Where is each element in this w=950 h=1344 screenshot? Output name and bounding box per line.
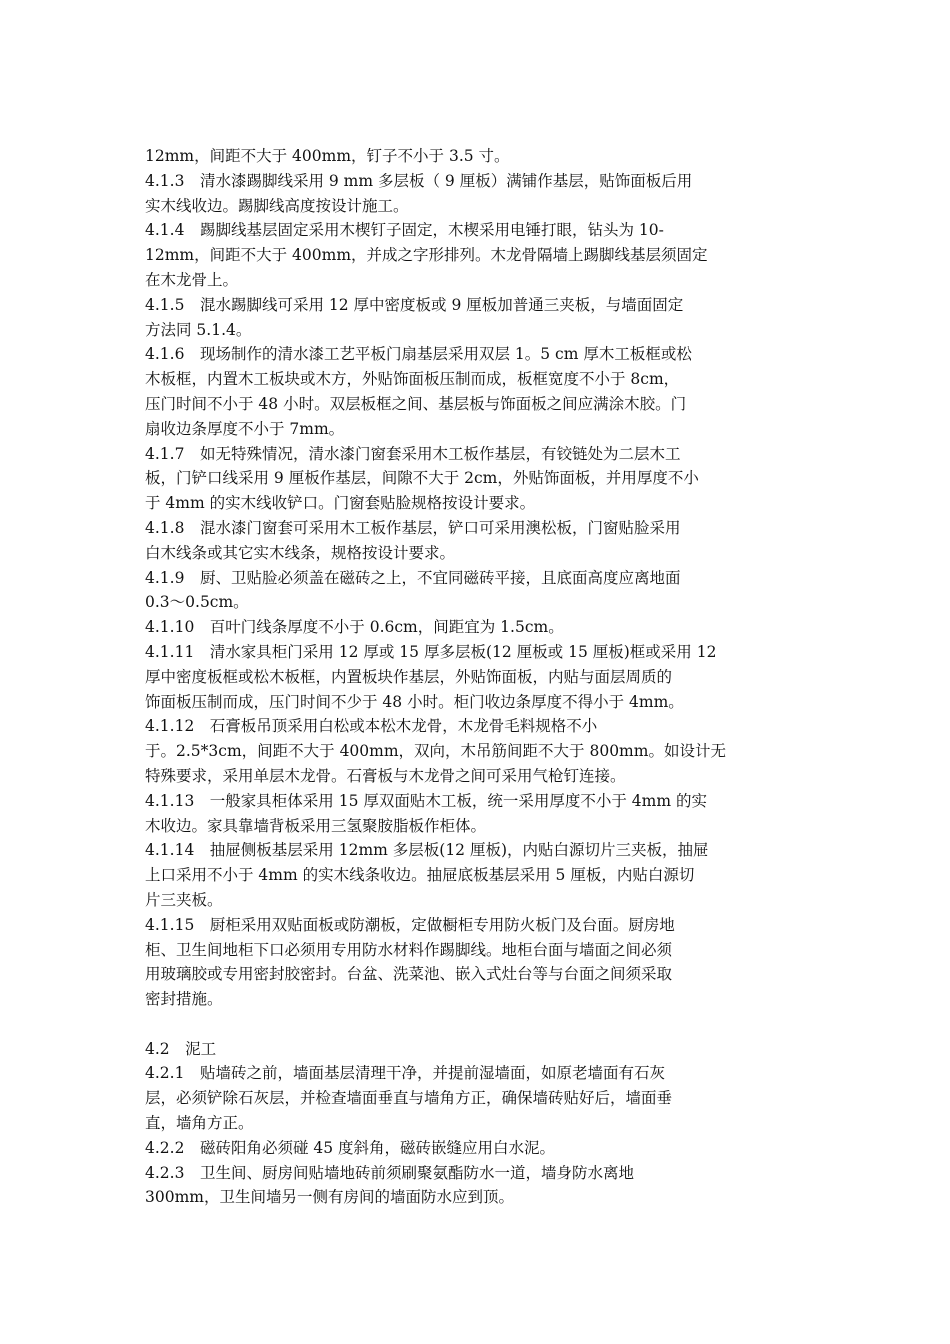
text-line: 4.2 泥工 [145,1039,217,1058]
text-line: 4.1.5 混水踢脚线可采用 12 厚中密度板或 9 厘板加普通三夹板，与墙面固定 [145,295,684,314]
text-line: 白木线条或其它实木线条，规格按设计要求。 [145,543,456,562]
text-line: 压门时间不小于 48 小时。双层板框之间、基层板与饰面板之间应满涂木胶。门 [145,394,687,413]
text-line [145,1012,815,1037]
paragraph [145,1012,815,1037]
text-line: 特殊要求，采用单层木龙骨。石膏板与木龙骨之间可采用气枪钉连接。 [145,766,626,785]
text-line: 4.1.13 一般家具柜体采用 15 厚双面贴木工板，统一采用厚度不小于 4mm 的实 [145,791,707,810]
paragraph [145,615,815,640]
text-line: 扇收边条厚度不小于 7mm。 [145,419,345,438]
text-line: 4.1.8 混水漆门窗套可采用木工板作基层，铲口可采用澳松板，门窗贴脸采用 [145,518,681,537]
text-line: 方法同 5.1.4。 [145,320,252,339]
text-line: 直，墙角方正。 [145,1114,254,1133]
text-line: 4.1.15 厨柜采用双贴面板或防潮板，定做橱柜专用防火板门及台面。厨房地 [145,915,675,934]
text-line: 4.1.11 清水家具柜门采用 12 厚或 15 厚多层板(12 厘板或 15 厘板)框或采用 12 [145,642,717,661]
text-line: 板，门铲口线采用 9 厘板作基层，间隙不大于 2cm，外贴饰面板，并用厚度不小 [145,469,699,488]
paragraph [145,1136,815,1161]
text-line: 300mm，卫生间墙另一侧有房间的墙面防水应到顶。 [145,1188,514,1207]
text-line: 于 4mm 的实木线收铲口。门窗套贴脸规格按设计要求。 [145,494,536,513]
document-body [145,144,815,1210]
text-line: 厚中密度板框或松木板框，内置板块作基层，外贴饰面板，内贴与面层周质的 [145,667,673,686]
text-line: 4.1.12 石膏板吊顶采用白松或本松木龙骨，木龙骨毛料规格不小 [145,717,598,736]
paragraph [145,516,815,566]
text-line: 4.1.14 抽屉侧板基层采用 12mm 多层板(12 厘板)，内贴白源切片三夹板，抽屉 [145,841,709,860]
paragraph [145,442,815,516]
paragraph [145,144,815,169]
paragraph [145,789,815,839]
paragraph [145,342,815,441]
text-line: 上口采用不小于 4mm 的实木线条收边。抽屉底板基层采用 5 厘板，内贴白源切 [145,866,695,885]
text-line: 实木线收边。踢脚线高度按设计施工。 [145,196,409,215]
paragraph [145,1061,815,1135]
text-line: 4.2.1 贴墙砖之前，墙面基层清理干净，并提前湿墙面，如原老墙面有石灰 [145,1064,665,1083]
paragraph [145,714,815,788]
text-line: 柜、卫生间地柜下口必须用专用防水材料作踢脚线。地柜台面与墙面之间必须 [145,940,673,959]
text-line: 木板框，内置木工板块或木方，外贴饰面板压制而成，板框宽度不小于 8cm， [145,370,680,389]
text-line: 4.1.9 厨、卫贴脸必须盖在磁砖之上，不宜同磁砖平接，且底面高度应离地面 [145,568,681,587]
text-line: 4.1.7 如无特殊情况，清水漆门窗套采用木工板作基层，有铰链处为二层木工 [145,444,681,463]
text-line: 在木龙骨上。 [145,270,239,289]
paragraph [145,640,815,714]
text-line: 于。2.5*3cm，间距不大于 400mm，双向，木吊筋间距不大于 800mm。如设计无 [145,742,726,761]
text-line: 木收边。家具靠墙背板采用三氢聚胺脂板作柜体。 [145,816,487,835]
text-line: 4.2.2 磁砖阳角必须碰 45 度斜角，磁砖嵌缝应用白水泥。 [145,1138,556,1157]
text-line: 4.1.6 现场制作的清水漆工艺平板门扇基层采用双层 1。5 cm 厚木工板框或松 [145,345,692,364]
text-line: 4.1.3 清水漆踢脚线采用 9 mm 多层板（ 9 厘板）满铺作基层，贴饰面板后用 [145,171,693,190]
text-line: 4.1.4 踢脚线基层固定采用木楔钉子固定，木楔采用电锤打眼，钻头为 10- [145,221,664,240]
paragraph [145,566,815,616]
text-line: 用玻璃胶或专用密封胶密封。台盆、洗菜池、嵌入式灶台等与台面之间须采取 [145,965,673,984]
paragraph [145,169,815,219]
text-line: 层，必须铲除石灰层，并检查墙面垂直与墙角方正，确保墙砖贴好后，墙面垂 [145,1089,673,1108]
text-line: 片三夹板。 [145,890,223,909]
text-line: 12mm，间距不大于 400mm，并成之字形排列。木龙骨隔墙上踢脚线基层须固定 [145,246,708,265]
paragraph [145,1037,815,1062]
text-line: 4.2.3 卫生间、厨房间贴墙地砖前须刷聚氨酯防水一道，墙身防水离地 [145,1163,634,1182]
paragraph [145,293,815,343]
paragraph [145,913,815,1012]
text-line: 饰面板压制而成，压门时间不少于 48 小时。柜门收边条厚度不得小于 4mm。 [145,692,684,711]
text-line: 0.3～0.5cm。 [145,593,249,612]
text-line: 4.1.10 百叶门线条厚度不小于 0.6cm，间距宜为 1.5cm。 [145,618,564,637]
text-line: 12mm，间距不大于 400mm，钉子不小于 3.5 寸。 [145,147,510,165]
paragraph [145,838,815,912]
text-line: 密封措施。 [145,990,223,1009]
paragraph [145,1161,815,1211]
paragraph [145,218,815,292]
